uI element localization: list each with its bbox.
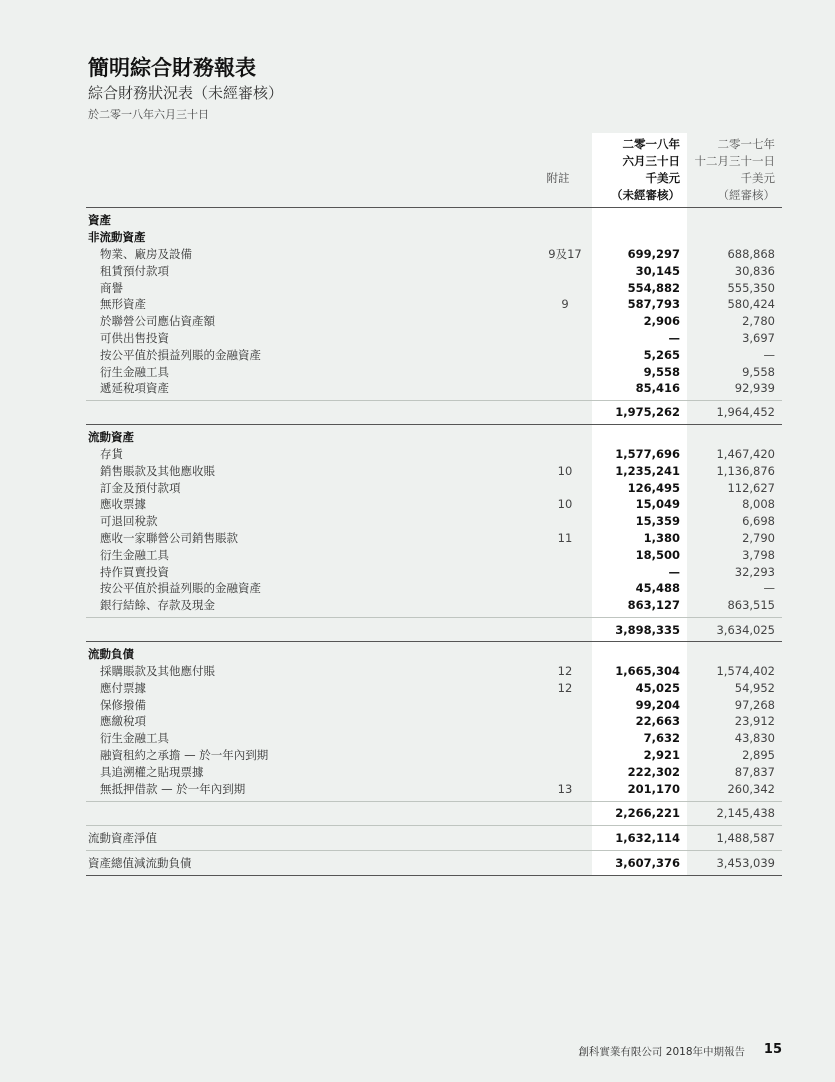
row-note: 12 xyxy=(557,680,573,695)
section-heading-noncurrent-assets xyxy=(0,229,835,246)
row-previous-value: 1,574,402 xyxy=(716,664,775,678)
row-current-value: — xyxy=(668,564,680,579)
section-label: 流動資產 xyxy=(88,430,134,444)
row-previous-value: 3,697 xyxy=(742,331,775,345)
row-previous-value: 555,350 xyxy=(727,280,775,295)
note-column-header xyxy=(540,170,576,187)
row-previous-value: 8,008 xyxy=(742,497,775,512)
row-previous-value: 32,293 xyxy=(734,564,775,579)
row-current-value: 30,145 xyxy=(635,263,680,278)
statement-subtitle: 綜合財務狀況表（未經審核） xyxy=(88,84,284,102)
row-previous-value: 92,939 xyxy=(734,381,775,396)
row-previous-value: — xyxy=(763,581,775,596)
row-current-value: 22,663 xyxy=(635,714,680,729)
row-label: 可供出售投資 xyxy=(100,331,169,345)
row-label: 存貨 xyxy=(100,447,123,461)
total-current-value: 3,898,335 xyxy=(615,623,680,637)
table-row xyxy=(0,547,835,564)
row-current-value: 201,170 xyxy=(627,781,680,796)
page-number: 15 xyxy=(763,1042,782,1057)
table-row xyxy=(0,446,835,463)
subtotal-divider xyxy=(86,850,782,851)
table-row xyxy=(0,313,835,330)
table-row xyxy=(0,730,835,747)
table-row xyxy=(0,364,835,381)
row-label: 銷售賬款及其他應收賬 xyxy=(100,463,215,478)
row-current-value: 15,049 xyxy=(635,497,680,512)
row-previous-value: 30,836 xyxy=(734,263,775,278)
row-label: 訂金及預付款項 xyxy=(100,480,181,495)
row-note: 10 xyxy=(557,497,573,512)
previous-period-header xyxy=(690,136,775,204)
row-previous-value: 112,627 xyxy=(727,480,775,495)
row-label: 衍生金融工具 xyxy=(100,364,169,379)
table-row xyxy=(0,496,835,513)
row-previous-value: 3,453,039 xyxy=(716,856,775,870)
row-label: 按公平值於損益列賬的金融資產 xyxy=(100,581,261,596)
row-current-value: 18,500 xyxy=(635,547,680,562)
row-label: 保修撥備 xyxy=(100,697,146,712)
statement-date: 於二零一八年六月三十日 xyxy=(88,108,209,121)
row-label: 商譽 xyxy=(100,280,123,295)
row-current-value: 7,632 xyxy=(643,731,680,746)
table-row xyxy=(0,764,835,781)
row-current-value: 1,665,304 xyxy=(615,664,680,678)
row-label: 按公平值於損益列賬的金融資產 xyxy=(100,347,261,362)
row-current-value: 15,359 xyxy=(635,514,680,529)
table-row xyxy=(0,530,835,547)
total-current-value: 1,975,262 xyxy=(615,405,680,419)
net-current-assets-row xyxy=(0,830,835,847)
footer-company-report: 創科實業有限公司 2018年中期報告 xyxy=(578,1046,745,1058)
noncurrent-assets-total-row xyxy=(0,404,835,421)
row-previous-value: 97,268 xyxy=(734,697,775,712)
section-label: 非流動資產 xyxy=(88,230,146,244)
row-current-value: 45,488 xyxy=(635,581,680,596)
row-current-value: 1,632,114 xyxy=(615,831,680,845)
row-label: 無抵押借款 — 於一年內到期 xyxy=(100,781,246,796)
current-assets-total-row xyxy=(0,622,835,639)
row-previous-value: 2,790 xyxy=(742,531,775,545)
row-previous-value: 2,895 xyxy=(742,748,775,762)
row-previous-value: 6,698 xyxy=(742,514,775,529)
row-note: 9 xyxy=(561,297,569,312)
row-previous-value: 3,798 xyxy=(742,547,775,562)
current-period-header xyxy=(592,136,680,204)
row-current-value: 126,495 xyxy=(627,480,680,495)
table-row xyxy=(0,330,835,347)
row-previous-value: 863,515 xyxy=(727,598,775,613)
table-row xyxy=(0,597,835,614)
row-label: 租賃預付款項 xyxy=(100,263,169,278)
row-previous-value: 54,952 xyxy=(734,680,775,695)
row-label: 可退回稅款 xyxy=(100,514,158,529)
row-current-value: 5,265 xyxy=(643,347,680,362)
previous-header-line-3: 千美元 xyxy=(740,171,775,185)
row-label: 具追溯權之貼現票據 xyxy=(100,764,204,779)
table-bottom-rule xyxy=(86,875,782,876)
total-previous-value: 3,634,025 xyxy=(716,623,775,637)
row-label: 採購賬款及其他應付賬 xyxy=(100,664,215,678)
row-previous-value: — xyxy=(763,347,775,362)
row-label: 衍生金融工具 xyxy=(100,731,169,746)
row-previous-value: 1,467,420 xyxy=(716,447,775,461)
row-current-value: 99,204 xyxy=(635,697,680,712)
table-row xyxy=(0,246,835,263)
row-note: 11 xyxy=(557,531,573,545)
table-row xyxy=(0,580,835,597)
row-note: 12 xyxy=(557,664,573,678)
row-label: 物業、廠房及設備 xyxy=(100,247,192,261)
current-liabilities-total-row xyxy=(0,805,835,822)
table-row xyxy=(0,513,835,530)
row-label: 應收票據 xyxy=(100,497,146,512)
row-current-value: 85,416 xyxy=(635,381,680,396)
subtotal-divider xyxy=(86,825,782,826)
row-label: 應繳稅項 xyxy=(100,714,146,729)
row-current-value: 1,380 xyxy=(643,531,680,545)
table-row xyxy=(0,480,835,497)
table-row xyxy=(0,347,835,364)
row-previous-value: 1,136,876 xyxy=(716,463,775,478)
row-label: 銀行結餘、存款及現金 xyxy=(100,598,215,613)
section-heading-current-assets xyxy=(0,429,835,446)
row-note: 9及17 xyxy=(548,247,582,261)
current-header-line-2: 六月三十日 xyxy=(622,154,680,168)
page-title: 簡明綜合財務報表 xyxy=(88,56,256,80)
row-previous-value: 43,830 xyxy=(734,731,775,746)
row-current-value: 587,793 xyxy=(627,297,680,312)
table-row xyxy=(0,781,835,798)
total-current-value: 2,266,221 xyxy=(615,806,680,820)
previous-header-line-1: 二零一七年 xyxy=(717,137,775,151)
total-assets-less-current-liabilities-row xyxy=(0,855,835,872)
previous-header-line-2: 十二月三十一日 xyxy=(694,154,775,168)
row-note: 13 xyxy=(557,781,573,796)
row-previous-value: 2,780 xyxy=(742,314,775,329)
table-row xyxy=(0,663,835,680)
section-heading-assets xyxy=(0,212,835,229)
row-current-value: 1,235,241 xyxy=(615,463,680,478)
row-current-value: 222,302 xyxy=(627,764,680,779)
row-current-value: 9,558 xyxy=(643,364,680,379)
section-label: 流動負債 xyxy=(88,647,134,661)
row-current-value: 3,607,376 xyxy=(615,856,680,870)
row-previous-value: 580,424 xyxy=(727,297,775,312)
section-divider xyxy=(86,424,782,425)
row-current-value: — xyxy=(668,331,680,345)
header-divider xyxy=(86,207,782,208)
section-divider xyxy=(86,641,782,642)
row-note: 10 xyxy=(557,463,573,478)
row-label: 融資租約之承擔 — 於一年內到期 xyxy=(100,748,269,762)
row-label: 持作買賣投資 xyxy=(100,564,169,579)
total-previous-value: 1,964,452 xyxy=(716,405,775,419)
row-label: 流動資產淨值 xyxy=(88,831,157,845)
row-previous-value: 260,342 xyxy=(727,781,775,796)
table-row xyxy=(0,680,835,697)
table-row xyxy=(0,713,835,730)
table-row xyxy=(0,380,835,397)
row-previous-value: 1,488,587 xyxy=(716,831,775,845)
current-header-line-4: （未經審核） xyxy=(611,188,680,202)
row-label: 應付票據 xyxy=(100,680,146,695)
row-current-value: 1,577,696 xyxy=(615,447,680,461)
row-label: 無形資產 xyxy=(100,297,146,312)
current-header-line-3: 千美元 xyxy=(645,171,680,185)
table-row xyxy=(0,697,835,714)
row-current-value: 2,921 xyxy=(643,748,680,762)
section-heading-current-liabilities xyxy=(0,646,835,663)
row-current-value: 863,127 xyxy=(627,598,680,613)
previous-header-line-4: （經審核） xyxy=(717,188,775,202)
current-header-line-1: 二零一八年 xyxy=(622,137,680,151)
table-row xyxy=(0,263,835,280)
row-previous-value: 23,912 xyxy=(734,714,775,729)
table-row xyxy=(0,463,835,480)
note-header-label: 附註 xyxy=(546,171,570,185)
total-previous-value: 2,145,438 xyxy=(716,806,775,820)
row-label: 資產總值減流動負債 xyxy=(88,856,192,870)
row-current-value: 554,882 xyxy=(627,280,680,295)
subtotal-divider xyxy=(86,400,782,401)
table-row xyxy=(0,564,835,581)
row-label: 應收一家聯營公司銷售賬款 xyxy=(100,531,238,545)
row-current-value: 2,906 xyxy=(643,314,680,329)
table-row xyxy=(0,747,835,764)
table-row xyxy=(0,280,835,297)
row-current-value: 45,025 xyxy=(635,680,680,695)
row-label: 於聯營公司應佔資產額 xyxy=(100,314,215,329)
subtotal-divider xyxy=(86,801,782,802)
row-label: 衍生金融工具 xyxy=(100,547,169,562)
row-current-value: 699,297 xyxy=(627,247,680,261)
row-previous-value: 87,837 xyxy=(734,764,775,779)
section-label: 資產 xyxy=(88,213,111,227)
row-previous-value: 9,558 xyxy=(742,364,775,379)
subtotal-divider xyxy=(86,617,782,618)
row-previous-value: 688,868 xyxy=(727,247,775,261)
table-row xyxy=(0,296,835,313)
row-label: 遞延稅項資產 xyxy=(100,381,169,396)
